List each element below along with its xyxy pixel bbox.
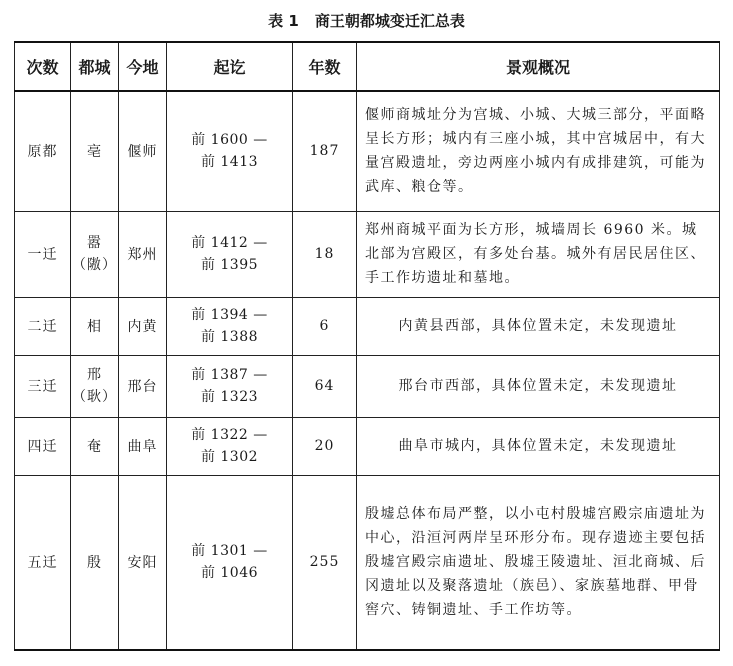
cell-description: 内黄县西部，具体位置未定，未发现遗址 xyxy=(357,297,720,355)
cell-years: 187 xyxy=(293,91,357,211)
period-end: 前 1395 xyxy=(200,257,259,273)
period-start: 前 1387 — xyxy=(191,367,268,383)
table-row xyxy=(15,355,720,417)
cell-capital xyxy=(71,355,119,417)
table-number: 表 1 xyxy=(268,12,299,30)
period-end: 前 1413 xyxy=(200,154,259,171)
cell-years: 18 xyxy=(293,211,357,297)
cell-capital: 亳 xyxy=(71,91,119,211)
cell-years: 20 xyxy=(293,417,357,475)
cell-order: 三迁 xyxy=(15,355,71,417)
table-row xyxy=(15,211,720,297)
table-row xyxy=(15,297,720,355)
capital-name: 邢 xyxy=(87,367,102,383)
period-start: 前 1322 — xyxy=(191,427,268,443)
period-start: 前 1394 — xyxy=(191,307,268,323)
period-start: 前 1412 — xyxy=(191,235,268,251)
cell-place: 曲阜 xyxy=(119,417,167,475)
cell-order: 原都 xyxy=(15,91,71,211)
cell-description: 邢台市西部，具体位置未定，未发现遗址 xyxy=(357,355,720,417)
period-start: 前 1301 — xyxy=(191,543,268,560)
header-years: 年数 xyxy=(293,42,357,91)
cell-order: 五迁 xyxy=(15,475,71,650)
cell-period xyxy=(167,91,293,211)
table-row xyxy=(15,91,720,211)
table-row xyxy=(15,475,720,650)
cell-period xyxy=(167,355,293,417)
cell-order: 四迁 xyxy=(15,417,71,475)
header-description: 景观概况 xyxy=(357,42,720,91)
cell-place: 内黄 xyxy=(119,297,167,355)
header-order: 次数 xyxy=(15,42,71,91)
cell-description: 郑州商城平面为长方形，城墙周长 6960 米。城北部为宫殿区，有多处台基。城外有居民居住区、手工作坊遗址和墓地。 xyxy=(357,211,720,297)
cell-place: 郑州 xyxy=(119,211,167,297)
cell-capital: 殷 xyxy=(71,475,119,650)
cell-capital: 奄 xyxy=(71,417,119,475)
capital-name: 嚣 xyxy=(87,235,102,251)
cell-years: 255 xyxy=(293,475,357,650)
header-period: 起讫 xyxy=(167,42,293,91)
period-end: 前 1323 xyxy=(200,389,259,405)
cell-place: 安阳 xyxy=(119,475,167,650)
table-title: 商王朝都城变迁汇总表 xyxy=(314,12,465,30)
cell-description: 殷墟总体布局严整，以小屯村殷墟宫殿宗庙遗址为中心，沿洹河两岸呈环形分布。现存遗迹主要包括殷墟宫殿宗庙遗址、殷墟王陵遗址、洹北商城、后冈遗址以及聚落遗址（族邑）、家族墓地群、甲骨窖穴、铸铜遗址、手工作坊等。 xyxy=(357,475,720,650)
cell-period xyxy=(167,211,293,297)
cell-order: 一迁 xyxy=(15,211,71,297)
cell-years: 64 xyxy=(293,355,357,417)
header-capital: 都城 xyxy=(71,42,119,91)
table-caption xyxy=(0,10,733,31)
table-row xyxy=(15,417,720,475)
capital-alt-name: （隞） xyxy=(72,257,117,273)
cell-capital xyxy=(71,211,119,297)
cell-period xyxy=(167,475,293,650)
cell-years: 6 xyxy=(293,297,357,355)
capital-migration-table xyxy=(14,41,720,651)
capital-alt-name: （耿） xyxy=(72,389,117,405)
header-row xyxy=(15,42,720,91)
period-end: 前 1388 xyxy=(200,329,259,345)
cell-description: 偃师商城址分为宫城、小城、大城三部分，平面略呈长方形；城内有三座小城，其中宫城居中，有大量宫殿遗址，旁边两座小城内有成排建筑，可能为武库、粮仓等。 xyxy=(357,91,720,211)
period-end: 前 1046 xyxy=(200,565,259,582)
cell-place: 偃师 xyxy=(119,91,167,211)
period-start: 前 1600 — xyxy=(191,132,268,149)
period-end: 前 1302 xyxy=(200,449,259,465)
cell-capital: 相 xyxy=(71,297,119,355)
header-place: 今地 xyxy=(119,42,167,91)
cell-period xyxy=(167,297,293,355)
cell-description: 曲阜市城内，具体位置未定，未发现遗址 xyxy=(357,417,720,475)
cell-order: 二迁 xyxy=(15,297,71,355)
cell-period xyxy=(167,417,293,475)
cell-place: 邢台 xyxy=(119,355,167,417)
